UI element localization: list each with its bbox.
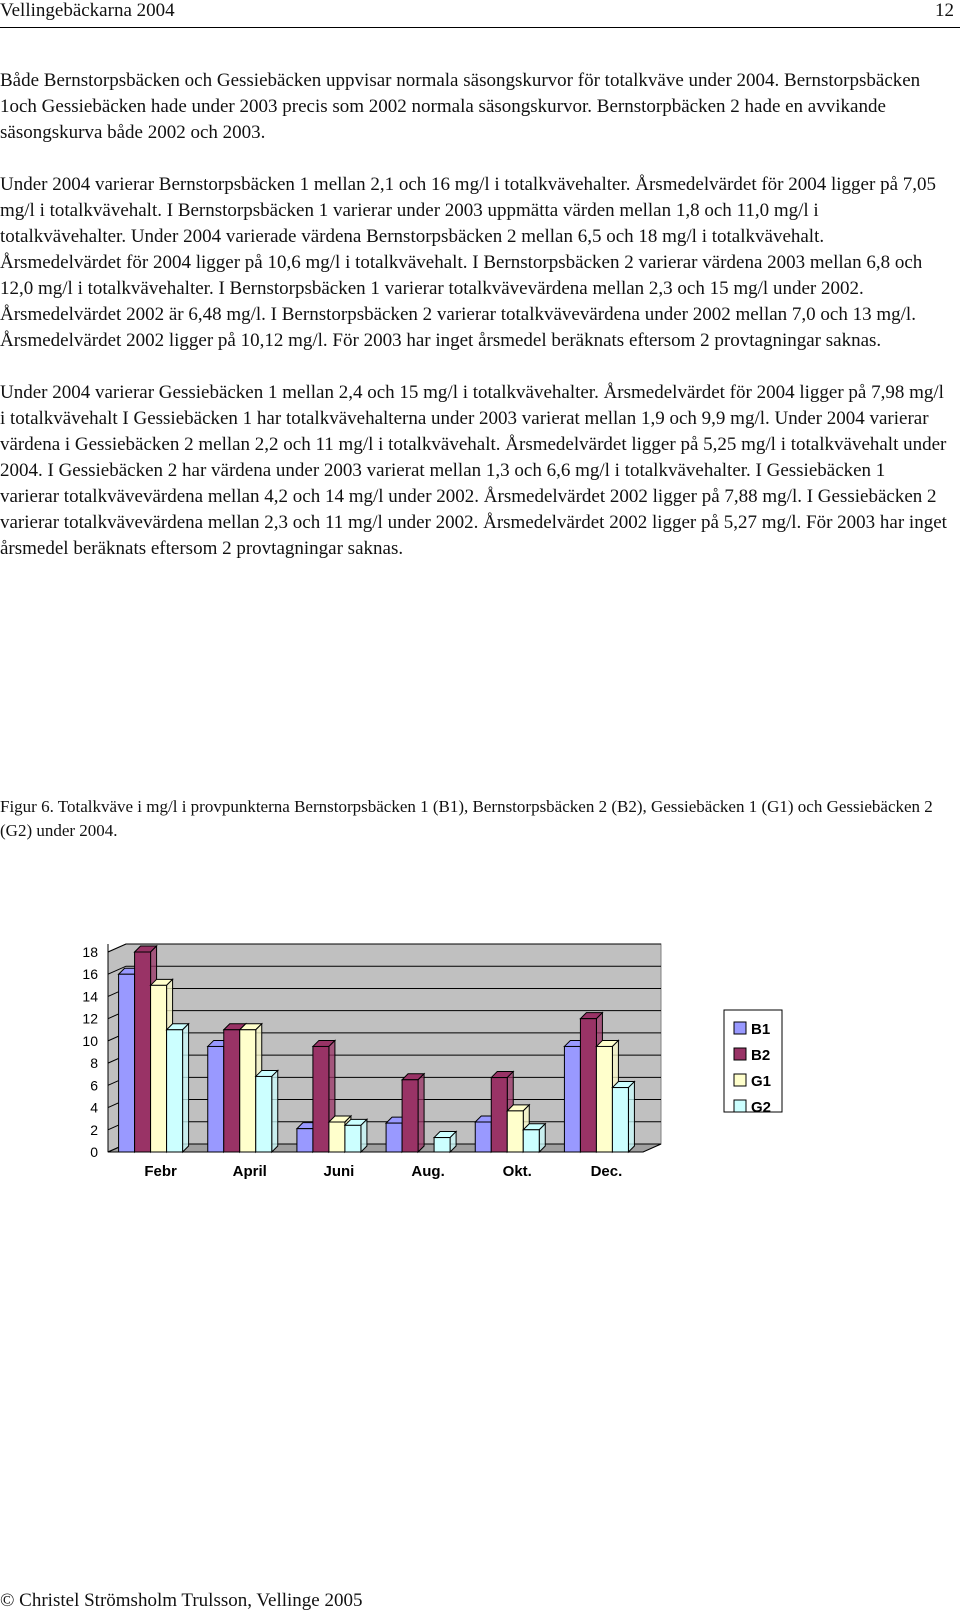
header-rule: [0, 27, 960, 28]
x-tick-label: Aug.: [411, 1163, 445, 1180]
x-tick-label: Juni: [323, 1163, 355, 1180]
y-tick-label: 18: [82, 944, 98, 960]
x-tick-label: Febr: [144, 1163, 177, 1180]
paragraph-1: Både Bernstorpsbäcken och Gessiebäcken uppvisar normala säsongskurvor för totalkväve under 2004. Bernstorpsbäcken 1och Gessiebäcken hade under 2003 precis som 2002 normala säsongskurvor. Bernstorpbäcken 2 hade en avvikande säsongskurva både 2002 och 2003.: [0, 70, 921, 143]
bar-G2-1: [256, 1076, 272, 1152]
legend-label: G1: [751, 1073, 772, 1090]
bar-side: [272, 1070, 278, 1152]
y-tick-label: 8: [90, 1055, 98, 1072]
bar-side: [628, 1082, 634, 1152]
bar-B1-0: [119, 974, 135, 1152]
y-tick-label: 4: [90, 1099, 98, 1116]
footer: © Christel Strömsholm Trulsson, Vellinge 2005: [0, 1590, 363, 1611]
y-tick-label: 0: [90, 1144, 98, 1160]
bar-B1-5: [564, 1046, 580, 1152]
figure-caption: Figur 6. Totalkväve i mg/l i provpunkterna Bernstorpsbäcken 1 (B1), Bernstorpsbäcken 2 (B2), Gessiebäcken 1 (G1) och Gessiebäcken 2 (G2) under 2004.: [0, 797, 933, 840]
body-text: [0, 68, 948, 588]
bar-B1-1: [208, 1046, 224, 1152]
x-tick-label: Dec.: [590, 1163, 623, 1180]
legend-label: B1: [751, 1021, 771, 1038]
y-tick-label: 2: [90, 1121, 98, 1138]
bar-B2-2: [313, 1046, 329, 1152]
bar-G1-2: [329, 1122, 345, 1152]
y-tick-label: 6: [90, 1077, 98, 1094]
legend-swatch: [734, 1100, 746, 1112]
bar-B1-2: [297, 1129, 313, 1152]
page-header: [0, 0, 960, 28]
legend-swatch: [734, 1022, 746, 1034]
y-tick-label: 10: [82, 1032, 98, 1049]
bar-side: [418, 1074, 424, 1152]
bar-G2-3: [434, 1138, 450, 1152]
bar-B2-1: [224, 1030, 240, 1152]
bar-chart: [0, 930, 960, 1200]
paragraph-2: Under 2004 varierar Bernstorpsbäcken 1 mellan 2,1 och 16 mg/l i totalkvävehalter. Årsmedelvärdet för 2004 ligger på 7,05 mg/l i totalkvävehalt. I Bernstorpsbäcken 1 varierar under 2003 uppmätta värden mellan 1,8 och 11,0 mg/l i totalkvävehalter. Under 2004 varierade värdena Bernstorpsbäcken 2 mellan 6,5 och 18 mg/l i totalkvävehalt. Årsmedelvärdet för 2004 ligger på 10,6 mg/l i totalkvävehalt. I Bernstorpsbäcken 2 varierar värdena 2003 mellan 6,8 och 12,0 mg/l i totalkvävehalter. I Bernstorpsbäcken 1 varierar totalkvävevärdena mellan 2,3 och 15 mg/l under 2002. Årsmedelvärdet 2002 är 6,48 mg/l. I Bernstorpsbäcken 2 varierar totalkvävevärdena under 2002 mellan 7,0 och 13 mg/l. Årsmedelvärdet 2002 ligger på 10,12 mg/l. För 2003 har inget årsmedel beräknats eftersom 2 provtagningar saknas.: [0, 174, 937, 351]
legend-label: G2: [751, 1099, 772, 1116]
y-tick-label: 14: [82, 988, 98, 1005]
x-tick-label: April: [232, 1163, 267, 1180]
bar-G2-2: [345, 1125, 361, 1152]
x-tick-label: Okt.: [502, 1163, 532, 1180]
legend-swatch: [734, 1048, 746, 1060]
y-tick-label: 12: [82, 1010, 98, 1027]
bar-G1-4: [507, 1111, 523, 1152]
paragraph-3: Under 2004 varierar Gessiebäcken 1 mellan 2,4 och 15 mg/l i totalkvävehalter. Årsmedelvärdet för 2004 ligger på 7,98 mg/l i totalkvävehalt I Gessiebäcken 1 har totalkvävehalterna under 2003 varierat mellan 1,9 och 9,9 mg/l. Under 2004 varierar värdena i Gessiebäcken 2 mellan 2,2 och 11 mg/l i totalkvävehalt. Årsmedelvärdet ligger på 5,25 mg/l i totalkvävehalt under 2004. I Gessiebäcken 2 har värdena under 2003 varierat mellan 1,3 och 6,6 mg/l i totalkvävehalter. I Gessiebäcken 1 varierar totalkvävevärdena mellan 4,2 och 14 mg/l under 2002. Årsmedelvärdet 2002 ligger på 7,88 mg/l. I Gessiebäcken 2 varierar totalkvävevärdena mellan 2,3 och 11 mg/l under 2002. Årsmedelvärdet 2002 ligger på 5,27 mg/l. För 2003 har inget årsmedel beräknats eftersom 2 provtagningar saknas.: [0, 382, 947, 559]
bar-G2-4: [523, 1130, 539, 1152]
bar-G2-5: [612, 1088, 628, 1152]
bar-G1-1: [240, 1030, 256, 1152]
bar-B2-0: [135, 952, 151, 1152]
bar-side: [183, 1024, 189, 1152]
bar-side: [361, 1119, 367, 1152]
bar-B1-4: [475, 1122, 491, 1152]
bar-B2-5: [580, 1019, 596, 1152]
legend-swatch: [734, 1074, 746, 1086]
bar-G2-0: [167, 1030, 183, 1152]
bar-G1-5: [596, 1046, 612, 1152]
bar-B2-4: [491, 1078, 507, 1152]
bar-B2-3: [402, 1080, 418, 1152]
page-number: 12: [935, 0, 954, 21]
document-title: Vellingebäckarna 2004: [0, 0, 175, 21]
bar-G1-0: [151, 985, 167, 1152]
legend-label: B2: [751, 1047, 771, 1064]
y-tick-label: 16: [82, 966, 98, 983]
bar-B1-3: [386, 1123, 402, 1152]
